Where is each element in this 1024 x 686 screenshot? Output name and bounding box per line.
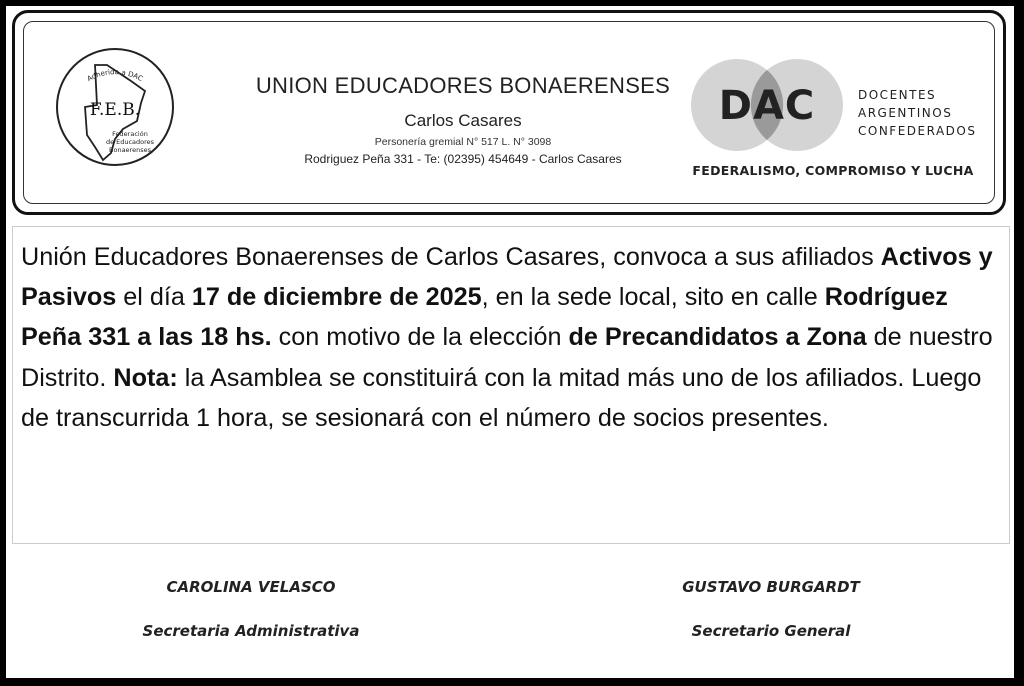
notice-text-3: , en la sede local, sito en calle xyxy=(481,283,825,312)
notice-text-6: la Asamblea se constituirá con la mitad más uno de los afiliados. Luego de transcurrida 1 hora, se sesionará con el número de socios presentes. xyxy=(21,363,982,432)
signatory-role: Secretario General xyxy=(691,622,851,640)
signature-block-secretary-general xyxy=(616,578,926,640)
notice-bold-members: Activos y Pasivos xyxy=(21,243,993,312)
feb-line2: de Educadores xyxy=(105,138,155,146)
dac-logo xyxy=(687,55,847,155)
notice-text xyxy=(21,237,1011,438)
org-city: Carlos Casares xyxy=(404,111,522,130)
signatory-name: CAROLINA VELASCO xyxy=(166,578,336,596)
notice-text-2: el día xyxy=(116,283,192,312)
dac-slogan: FEDERALISMO, COMPROMISO Y LUCHA xyxy=(692,163,974,178)
letterhead xyxy=(12,10,1006,215)
dac-line2: ARGENTINOS xyxy=(858,106,953,120)
notice-text-4: con motivo de la elección xyxy=(271,323,569,352)
feb-line1: Federación xyxy=(112,130,148,138)
dac-fullname xyxy=(858,86,1008,140)
org-legal-registration: Personería gremial N° 517 L. N° 3098 xyxy=(374,136,552,148)
dac-acronym: DAC xyxy=(718,83,816,129)
org-address: Rodriguez Peña 331 - Te: (02395) 454649 - Carlos Casares xyxy=(304,152,622,166)
notice-text-5: de nuestro Distrito. xyxy=(21,323,993,392)
notice-bold-date: 17 de diciembre de 2025 xyxy=(191,283,482,312)
notice-bold-purpose: de Precandidatos a Zona xyxy=(568,323,867,352)
feb-acronym: F.E.B. xyxy=(89,100,141,120)
feb-logo xyxy=(55,35,175,180)
feb-line3: Bonaerenses xyxy=(109,146,151,154)
notice-text-1: Unión Educadores Bonaerenses de Carlos Casares, convoca a sus afiliados xyxy=(21,243,881,271)
notice-bold-place-time: Rodríguez Peña 331 a las 18 hs. xyxy=(21,283,948,352)
notice-bold-note-label: Nota: xyxy=(113,363,178,392)
signature-block-secretary-admin xyxy=(96,578,406,640)
feb-arc-text: Adherida a DAC xyxy=(85,68,145,84)
dac-line3: CONFEDERADOS xyxy=(858,124,977,138)
dac-line1: DOCENTES xyxy=(858,88,937,102)
signatory-role: Secretaria Administrativa xyxy=(142,622,360,640)
notice-box xyxy=(12,226,1010,544)
org-name: UNION EDUCADORES BONAERENSES xyxy=(255,73,671,98)
signatory-name: GUSTAVO BURGARDT xyxy=(682,578,860,596)
document-page xyxy=(6,6,1014,678)
